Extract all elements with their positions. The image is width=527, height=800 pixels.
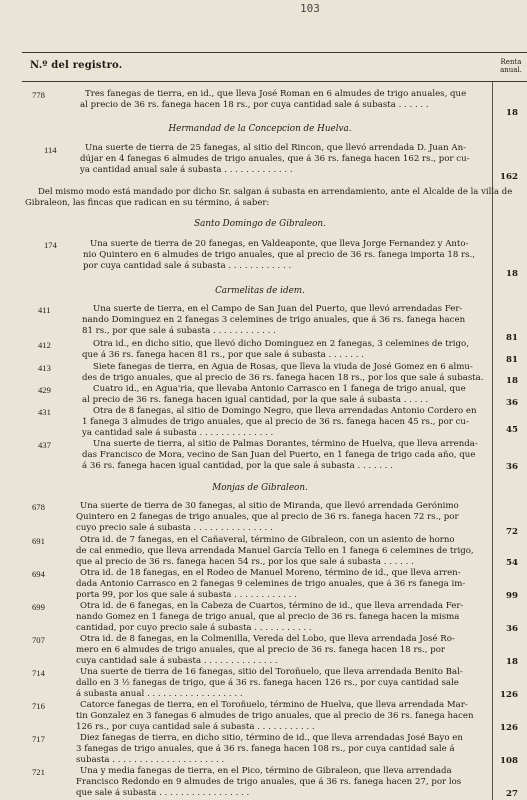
rent-header-line2: anual. xyxy=(500,66,522,74)
register-number: 431 xyxy=(38,407,51,417)
entry-line: porta 99, por los que sale á subasta . . . . . . . . . . . . xyxy=(76,590,297,600)
register-number: 411 xyxy=(38,305,51,315)
entry-line: al precio de 36 rs. fanega hacen 18 rs., por cuya cantidad sale á subasta . . . . . . xyxy=(80,100,429,110)
rent-amount: 126 xyxy=(500,690,518,700)
entry-line: que á 36 rs. fanega hacen 81 rs., por que sale á subasta . . . . . . . xyxy=(82,350,364,360)
header-rule xyxy=(22,81,527,82)
rent-amount: 99 xyxy=(506,591,518,601)
entry-line: Otra id., en dicho sitio, que llevó dicho Dominguez en 2 fanegas, 3 celemines de trigo, xyxy=(93,339,469,349)
register-number: 721 xyxy=(32,767,45,777)
register-number: 678 xyxy=(32,502,45,512)
register-number: 778 xyxy=(32,90,45,100)
entry-line: nando Dominguez en 2 fanegas 3 celemines de trigo anuales, que á 36 rs. fanega hacen xyxy=(82,315,466,325)
entry-line: dújar en 4 fanegas 6 almudes de trigo anuales, que á 36 rs. fanega hacen 162 rs., por cu- xyxy=(80,154,470,164)
entry-line: Tres fanegas de tierra, en id., que lleva José Roman en 6 almudes de trigo anuales, que xyxy=(85,89,467,99)
register-number: 114 xyxy=(44,145,57,155)
entry-line: subasta . . . . . . . . . . . . . . . . . . . . . xyxy=(76,755,225,765)
register-number: 694 xyxy=(32,569,45,579)
rent-amount: 27 xyxy=(506,789,518,799)
rent-column-header xyxy=(496,58,526,74)
entry-line: por cuya cantidad sale á subasta . . . . . . . . . . . . xyxy=(83,261,292,271)
rent-amount: 36 xyxy=(506,462,518,472)
entry-line: á subasta anual . . . . . . . . . . . . . . . . . . xyxy=(76,689,243,699)
rent-header-line1: Renta xyxy=(500,58,522,66)
section-heading: Hermandad de la Concepcion de Huelva. xyxy=(168,124,352,134)
entry-line: Otra id. de 7 fanegas, en el Cañaveral, término de Gibraleon, con un asiento de horno xyxy=(80,535,455,545)
entry-line: Otra id. de 8 fanegas, en la Colmenilla, Vereda del Lobo, que lleva arrendada José Ro- xyxy=(80,634,455,644)
rent-amount: 36 xyxy=(506,398,518,408)
rent-amount: 72 xyxy=(506,527,518,537)
entry-line: Catorce fanegas de tierra, en el Toroñuelo, término de Huelva, que lleva arrendada Mar- xyxy=(80,700,468,710)
top-rule xyxy=(22,52,527,53)
entry-line: nando Gomez en 1 fanega de trigo anual, que al precio de 36 rs. fanega hacen la misma xyxy=(76,612,460,622)
entry-line: Una suerte de tierra, al sitio de Palmas Dorantes, término de Huelva, que lleva arrenda- xyxy=(93,439,478,449)
entry-line: Otra de 8 fanegas, al sitio de Domingo Negro, que lleva arrendadas Antonio Cordero en xyxy=(93,406,477,416)
section-heading: Santo Domingo de Gibraleon. xyxy=(194,219,326,229)
entry-line: Una suerte de tierra de 30 fanegas, al sitio de Miranda, que llevó arrendada Gerónimo xyxy=(80,501,459,511)
entry-line: Diez fanegas de tierra, en dicho sitio, término de id., que lleva arrendadas José Bayo en xyxy=(80,733,463,743)
section-heading: Monjas de Gibraleon. xyxy=(212,483,308,493)
entry-line: Una suerte de tierra, en el Campo de San Juan del Puerto, que llevó arrendadas Fer- xyxy=(93,304,463,314)
register-number: 412 xyxy=(38,340,51,350)
register-number: 699 xyxy=(32,602,45,612)
entry-line: cuya cantidad sale á subasta . . . . . . . . . . . . . . xyxy=(76,656,278,666)
entry-line: cantidad, por cuyo precio sale á subasta . . . . . . . . . . . xyxy=(76,623,312,633)
section-heading: Carmelitas de idem. xyxy=(215,286,305,296)
entry-line: Una y media fanegas de tierra, en el Pico, término de Gibraleon, que lleva arrendada xyxy=(80,766,452,776)
entry-line: tin Gonzalez en 3 fanegas 6 almudes de trigo anuales, que al precio de 36 rs. fanega hacen xyxy=(76,711,474,721)
rent-amount: 81 xyxy=(506,333,518,343)
entry-line: al precio de 36 rs. fanega hacen igual cantidad, por la que sale á subasta . . . . . xyxy=(82,395,429,405)
entry-line: dada Antonio Carrasco en 2 fanegas 9 celemines de trigo anuales, que á 36 rs fanega im- xyxy=(76,579,466,589)
entry-line: 3 fanegas de trigo anuales, que á 36 rs. fanega hacen 108 rs., por cuya cantidad sale á xyxy=(76,744,455,754)
rent-amount: 162 xyxy=(500,172,518,182)
entry-line: 1 fanega 3 almudes de trigo anuales, que al precio de 36 rs. fanega hacen 45 rs., por cu- xyxy=(82,417,469,427)
rent-amount: 126 xyxy=(500,723,518,733)
rent-amount: 108 xyxy=(500,756,518,766)
rent-amount: 81 xyxy=(506,355,518,365)
rent-amount: 18 xyxy=(506,269,518,279)
entry-line: Quintero en 2 fanegas de trigo anuales, que al precio de 36 rs. fanega hacen 72 rs., por xyxy=(76,512,459,522)
entry-line: 126 rs., por cuya cantidad sale á subasta . . . . . . . . . . . xyxy=(76,722,315,732)
entry-line: Cuatro id., en Agua'ria, que llevaba Antonio Carrasco en 1 fanega de trigo anual, que xyxy=(93,384,466,394)
entry-line: Otra id. de 6 fanegas, en la Cabeza de Cuartos, término de id., que lleva arrendada Fer- xyxy=(80,601,464,611)
entry-line: nio Quintero en 6 almudes de trigo anuales, que al precio de 36 rs. fanega importa 18 rs., xyxy=(83,250,476,260)
entry-line: 81 rs., por que sale á subasta . . . . . . . . . . . . xyxy=(82,326,276,336)
rent-amount: 18 xyxy=(506,108,518,118)
rent-amount-413: 18 xyxy=(506,376,518,386)
register-number: 707 xyxy=(32,635,45,645)
note-line: Gibraleon, las fincas que radican en su término, á saber: xyxy=(25,198,270,208)
entry-line: Una suerte de tierra de 16 fanegas, sitio del Toroñuelo, que lleva arrendada Benito Bal- xyxy=(80,667,463,677)
rent-amount: 45 xyxy=(506,425,518,435)
entry-line: ya cantidad sale á subasta . . . . . . . . . . . . . . xyxy=(82,428,274,438)
register-number: 429 xyxy=(38,385,51,395)
rent-amount: 18 xyxy=(506,657,518,667)
register-number: 717 xyxy=(32,734,45,744)
entry-line: de cal enmedio, que lleva arrendada Manuel García Tello en 1 fanega 6 celemines de trigo, xyxy=(76,546,474,556)
register-number: 174 xyxy=(44,240,57,250)
entry-line: que al precio de 36 rs. fanega hacen 54 rs., por los que sale á subasta . . . . . . xyxy=(76,557,414,567)
note-line: Del mismo modo está mandado por dicho Sr. salgan á subasta en arrendamiento, ante el Alcalde de la villa de xyxy=(38,187,513,197)
entry-line: que sale á subasta . . . . . . . . . . . . . . . . . xyxy=(76,788,250,798)
entry-line: Una suerte de tierra de 25 fanegas, al sitio del Rincon, que llevó arrendada D. Juan An- xyxy=(85,143,467,153)
entry-line: des de trigo anuales, que al precio de 36 rs. fanega hacen 18 rs., por los que sale á subasta. xyxy=(82,373,484,383)
entry-line: ya cantidad anual sale á subasta . . . . . . . . . . . . . xyxy=(80,165,293,175)
entry-line: mero en 6 almudes de trigo anuales, que al precio de 36 rs. fanega hacen 18 rs., por xyxy=(76,645,445,655)
entry-line: dallo en 3 ½ fanegas de trigo, que á 36 rs. fanega hacen 126 rs., por cuya cantidad sale xyxy=(76,678,459,688)
register-number: 413 xyxy=(38,363,51,373)
register-number: 714 xyxy=(32,668,45,678)
entry-line: Una suerte de tierra de 20 fanegas, en Valdeaponte, que lleva Jorge Fernandez y Anto- xyxy=(90,239,469,249)
register-column-header: N.º del registro. xyxy=(30,60,123,71)
entry-line: á 36 rs. fanega hacen igual cantidad, por la que sale á subasta . . . . . . . xyxy=(82,461,393,471)
entry-line: Otra id. de 18 fanegas, en el Rodeo de Manuel Moreno, término de id., que lleva arren- xyxy=(80,568,461,578)
entry-line: Siete fanegas de tierra, en Agua de Rosas, que lleva la viuda de José Gomez en 6 almu- xyxy=(93,362,473,372)
page-number: 103 xyxy=(300,2,320,15)
rent-amount: 36 xyxy=(506,624,518,634)
entry-line: das Francisco de Mora, vecino de San Juan del Puerto, en 1 fanega de trigo cada año, que xyxy=(82,450,476,460)
register-number: 691 xyxy=(32,536,45,546)
rent-amount: 54 xyxy=(506,558,518,568)
entry-line: cuyo precio sale á subasta . . . . . . . . . . . . . . . xyxy=(76,523,273,533)
entry-line: Francisco Redondo en 9 almudes de trigo anuales, que á 36 rs. fanega hacen 27, por los xyxy=(76,777,462,787)
register-number: 716 xyxy=(32,701,45,711)
register-number: 437 xyxy=(38,440,51,450)
